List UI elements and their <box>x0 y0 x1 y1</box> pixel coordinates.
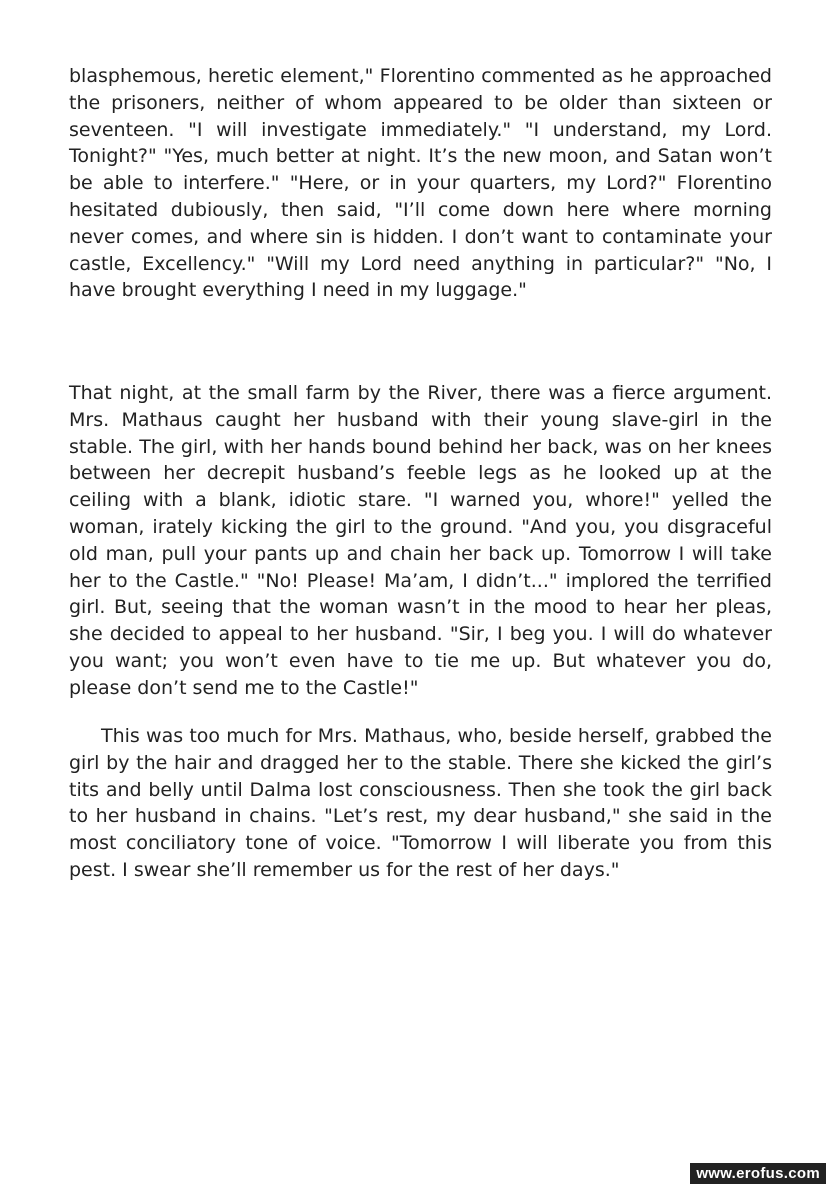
paragraph-2: That night, at the small farm by the River, there was a fierce argument. Mrs. Mathaus caught her husband with their young slave-girl in the stable. The girl, with her hands bound behind her back, was on her knees between her decrepit husband’s feeble legs as he looked up at the ceiling with a blank, idiotic stare. "I warned you, whore!" yelled the woman, irately kicking the girl to the ground. "And you, you disgraceful old man, pull your pants up and chain her back up. Tomorrow I will take her to the Castle." "No! Please! Ma’am, I didn’t..." implored the terrified girl. But, seeing that the woman wasn’t in the mood to hear her pleas, she decided to appeal to her husband. "Sir, I beg you. I will do whatever you want; you won’t even have to tie me up. But whatever you do, please don’t send me to the Castle!" <box>69 382 772 699</box>
paragraph-3: This was too much for Mrs. Mathaus, who, beside herself, grabbed the girl by the hair and dragged her to the stable. There she kicked the girl’s tits and belly until Dalma lost consciousness. Then she took the girl back to her husband in chains. "Let’s rest, my dear husband," she said in the most conciliatory tone of voice. "Tomorrow I will liberate you from this pest. I swear she’ll remember us for the rest of her days." <box>69 725 772 881</box>
paragraph-1: blasphemous, heretic element," Florentino commented as he approached the prisoners, neither of whom appeared to be older than sixteen or seventeen. "I will investigate immediately." "I understand, my Lord. Tonight?" "Yes, much better at night. It’s the new moon, and Satan won’t be able to interfere." "Here, or in your quarters, my Lord?" Florentino hesitated dubiously, then said, "I’ll come down here where morning never comes, and where sin is hidden. I don’t want to contaminate your castle, Excellency." "Will my Lord need anything in particular?" "No, I have brought everything I need in my luggage." <box>69 65 772 302</box>
watermark: www.erofus.com <box>690 1163 826 1184</box>
